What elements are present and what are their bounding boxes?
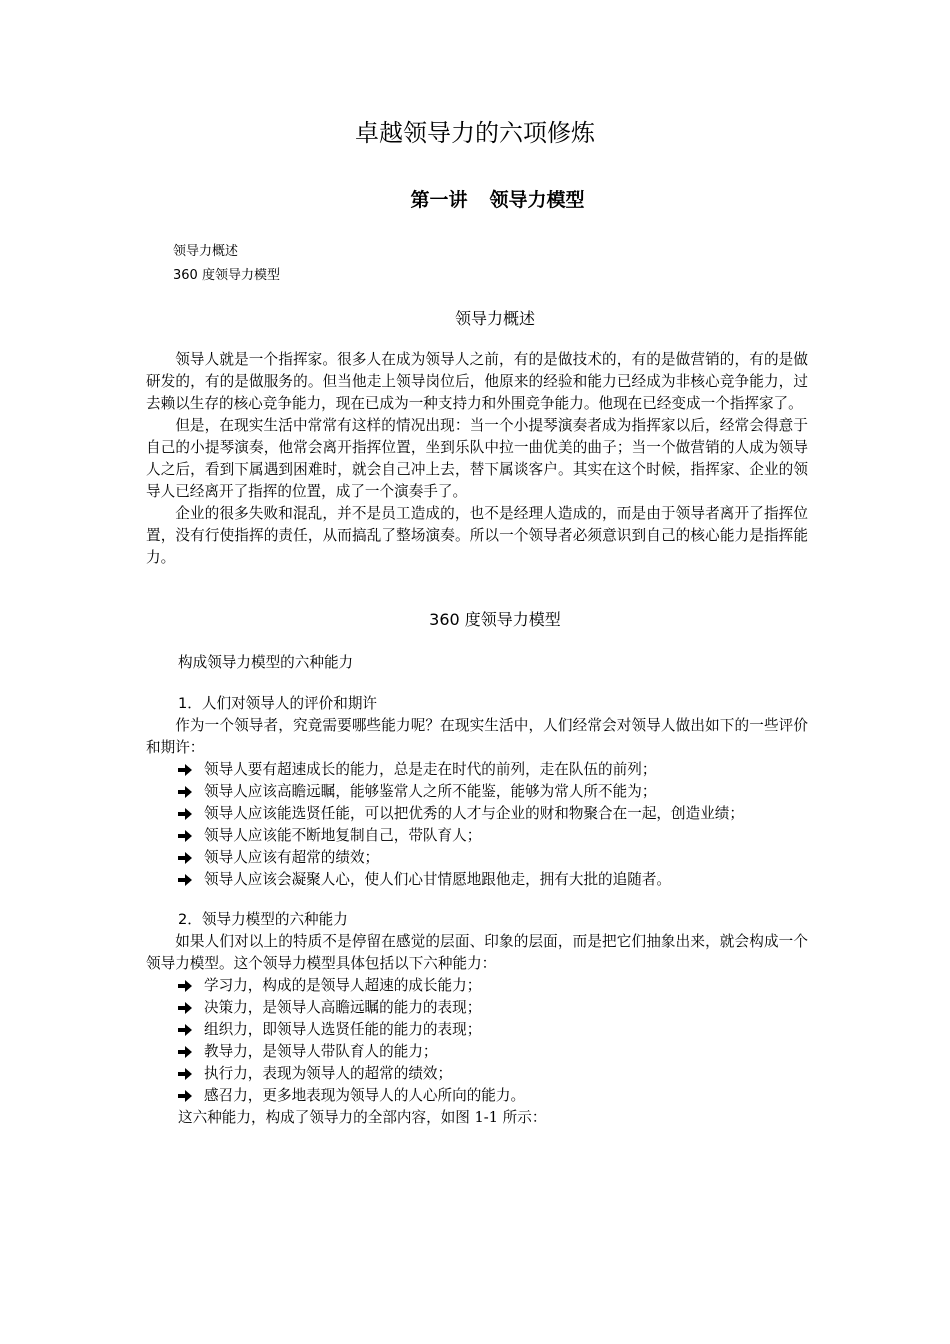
list-item-text: 感召力，更多地表现为领导人的人心所向的能力。 — [204, 1087, 526, 1104]
list-item — [178, 1063, 818, 1085]
overview-paragraph: 企业的很多失败和混乱，并不是员工造成的，也不是经理人造成的，而是由于领导者离开了指挥位置，没有行使指挥的责任，从而搞乱了整场演奏。所以一个领导者必须意识到自己的核心能力是指挥能力。 — [146, 505, 808, 566]
list-item-text: 教导力，是领导人带队育人的能力； — [204, 1043, 438, 1060]
right-arrow-icon — [178, 803, 196, 825]
overview-paragraph: 领导人就是一个指挥家。很多人在成为领导人之前，有的是做技术的，有的是做营销的，有的是做研发的，有的是做服务的。但当他走上领导岗位后，他原来的经验和能力已经成为非核心竞争能力，过去赖以生存的核心竞争能力，现在已成为一种支持力和外围竞争能力。他现在已经变成一个指挥家了。 — [146, 351, 808, 412]
part2-list — [178, 975, 818, 1107]
part1-title: 1．人们对领导人的评价和期许 — [178, 695, 378, 712]
right-arrow-icon — [178, 825, 196, 847]
list-item-text: 领导人应该能选贤任能，可以把优秀的人才与企业的财和物聚合在一起，创造业绩； — [204, 805, 744, 822]
list-item-text: 领导人应该高瞻远瞩，能够鉴常人之所不能鉴，能够为常人所不能为； — [204, 783, 657, 800]
list-item-text: 决策力，是领导人高瞻远瞩的能力的表现； — [204, 999, 482, 1016]
right-arrow-icon — [178, 1063, 196, 1085]
list-item-text: 执行力，表现为领导人的超常的绩效； — [204, 1065, 453, 1082]
list-item — [178, 997, 818, 1019]
closing-sentence: 这六种能力，构成了领导力的全部内容，如图 1-1 所示： — [178, 1109, 547, 1126]
lecture-number: 第一讲 — [410, 189, 468, 211]
model-subheading: 构成领导力模型的六种能力 — [178, 654, 354, 671]
list-item-text: 组织力，即领导人选贤任能的能力的表现； — [204, 1021, 482, 1038]
part2-intro — [146, 931, 808, 975]
list-item — [178, 975, 818, 997]
list-item — [178, 1041, 818, 1063]
list-item — [178, 869, 818, 891]
lecture-title — [0, 186, 950, 214]
part2-intro-text: 如果人们对以上的特质不是停留在感觉的层面、印象的层面，而是把它们抽象出来，就会构成一个领导力模型。这个领导力模型具体包括以下六种能力： — [146, 933, 808, 972]
right-arrow-icon — [178, 975, 196, 997]
list-item — [178, 759, 818, 781]
right-arrow-icon — [178, 1019, 196, 1041]
list-item-text: 领导人应该会凝聚人心，使人们心甘情愿地跟他走，拥有大批的追随者。 — [204, 871, 672, 888]
list-item-text: 领导人应该有超常的绩效； — [204, 849, 380, 866]
right-arrow-icon — [178, 847, 196, 869]
list-item — [178, 1085, 818, 1107]
part1-intro-text: 作为一个领导者，究竟需要哪些能力呢？在现实生活中，人们经常会对领导人做出如下的一些评价和期许： — [146, 717, 808, 756]
right-arrow-icon — [178, 1085, 196, 1107]
section-heading-model: 360 度领导力模型 — [429, 610, 561, 629]
list-item-text: 领导人要有超速成长的能力，总是走在时代的前列，走在队伍的前列； — [204, 761, 657, 778]
overview-paragraphs — [146, 349, 808, 569]
right-arrow-icon — [178, 781, 196, 803]
list-item — [178, 1019, 818, 1041]
right-arrow-icon — [178, 759, 196, 781]
part2-title: 2．领导力模型的六种能力 — [178, 911, 348, 928]
right-arrow-icon — [178, 997, 196, 1019]
list-item — [178, 781, 818, 803]
part1-intro — [146, 715, 808, 759]
section-heading-overview: 领导力概述 — [454, 309, 535, 328]
table-of-contents — [173, 240, 280, 288]
list-item-text: 学习力，构成的是领导人超速的成长能力； — [204, 977, 482, 994]
overview-paragraph: 但是，在现实生活中常常有这样的情况出现：当一个小提琴演奏者成为指挥家以后，经常会得意于自己的小提琴演奏，他常会离开指挥位置，坐到乐队中拉一曲优美的曲子；当一个做营销的人成为领导人之后，看到下属遇到困难时，就会自己冲上去，替下属谈客户。其实在这个时候，指挥家、企业的领导人已经离开了指挥的位置，成了一个演奏手了。 — [146, 417, 808, 500]
toc-item-model: 360 度领导力模型 — [173, 268, 280, 283]
list-item — [178, 847, 818, 869]
list-item — [178, 825, 818, 847]
right-arrow-icon — [178, 1041, 196, 1063]
list-item-text: 领导人应该能不断地复制自己，带队育人； — [204, 827, 482, 844]
lecture-name: 领导力模型 — [489, 189, 585, 211]
list-item — [178, 803, 818, 825]
right-arrow-icon — [178, 869, 196, 891]
document-title: 卓越领导力的六项修炼 — [355, 119, 595, 147]
toc-item-overview: 领导力概述 — [173, 244, 239, 259]
part1-list — [178, 759, 818, 891]
